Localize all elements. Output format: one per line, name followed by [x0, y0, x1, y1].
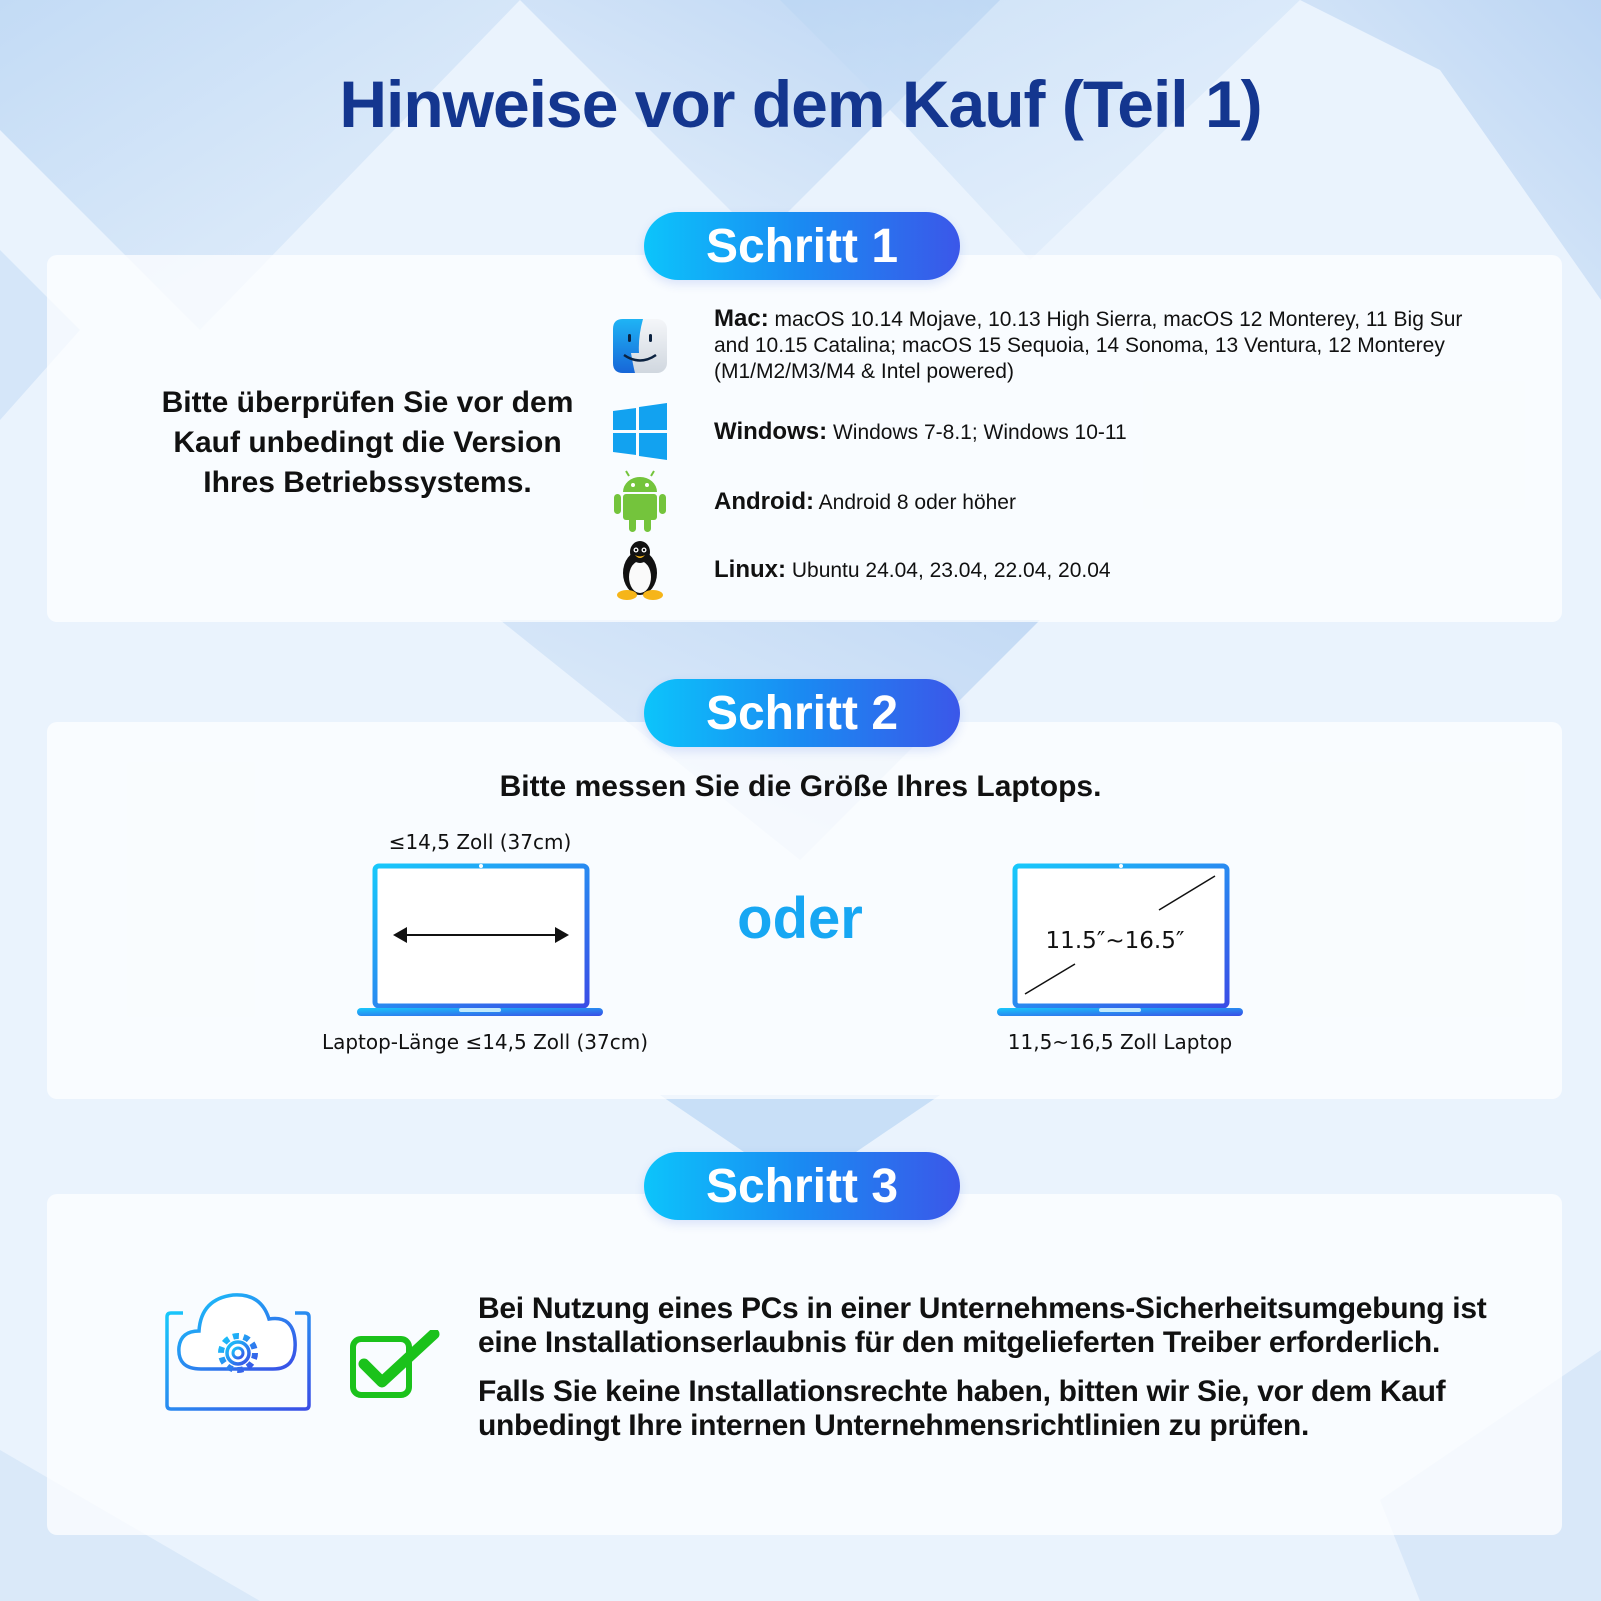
step1-badge: Schritt 1 [644, 212, 960, 280]
laptop-size-caption: 11,5~16,5 Zoll Laptop [1007, 1030, 1233, 1054]
windows-icon [610, 402, 670, 462]
linux-penguin-icon [610, 540, 670, 600]
step3-paragraph-1: Bei Nutzung eines PCs in einer Unternehmens-Sicherheitsumgebung ist eine Installationserlaubnis für den mitgelieferten Treiber erforderlich. [478, 1292, 1487, 1359]
os-versions: Ubuntu 24.04, 23.04, 22.04, 20.04 [791, 558, 1111, 582]
os-name: Mac: [714, 305, 769, 332]
os-row-android [610, 472, 1016, 532]
finder-icon [610, 316, 670, 376]
step2-badge: Schritt 2 [644, 679, 960, 747]
linux-versions [714, 557, 1111, 584]
os-row-windows [610, 402, 1127, 462]
windows-versions [714, 419, 1127, 446]
laptop-length-illustration [355, 862, 605, 1022]
os-row-mac [610, 306, 1494, 385]
laptop-length-caption: Laptop-Länge ≤14,5 Zoll (37cm) [321, 1030, 649, 1054]
step3-badge: Schritt 3 [644, 1152, 960, 1220]
cloud-settings-monitor-icon [165, 1285, 315, 1440]
laptop-width-caption: ≤14,5 Zoll (37cm) [388, 830, 572, 854]
screen-size-label: 11.5″~16.5″ [1045, 928, 1185, 954]
android-versions [714, 489, 1016, 516]
android-icon [610, 472, 670, 532]
os-versions: Windows 7-8.1; Windows 10-11 [832, 420, 1127, 444]
os-versions: Android 8 oder höher [818, 490, 1016, 514]
mac-versions [714, 306, 1494, 385]
separator-word: oder [737, 886, 863, 951]
step2-heading: Bitte messen Sie die Größe Ihres Laptops. [499, 770, 1102, 803]
step1-intro: Bitte überprüfen Sie vor dem Kauf unbedingt die Version Ihres Betriebssystems. [161, 386, 574, 499]
step3-text [478, 1292, 1548, 1443]
os-versions: macOS 10.14 Mojave, 10.13 High Sierra, macOS 12 Monterey, 11 Big Sur and 10.15 Catalina; macOS 15 Sequoia, 14 Sonoma, 13 Ventura, 12 Monterey (M1/M2/M3/M4 & Intel powered) [714, 308, 1463, 383]
step3-paragraph-2: Falls Sie keine Installationsrechte haben, bitten wir Sie, vor dem Kauf unbedingt Ihre internen Unternehmensrichtlinien zu prüfen. [478, 1375, 1446, 1442]
os-name: Android: [714, 487, 814, 515]
checkbox-checked-icon [350, 1330, 442, 1402]
os-name: Windows: [714, 417, 828, 445]
os-name: Linux: [714, 555, 786, 583]
os-row-linux [610, 540, 1111, 600]
page-title: Hinweise vor dem Kauf (Teil 1) [339, 67, 1262, 141]
